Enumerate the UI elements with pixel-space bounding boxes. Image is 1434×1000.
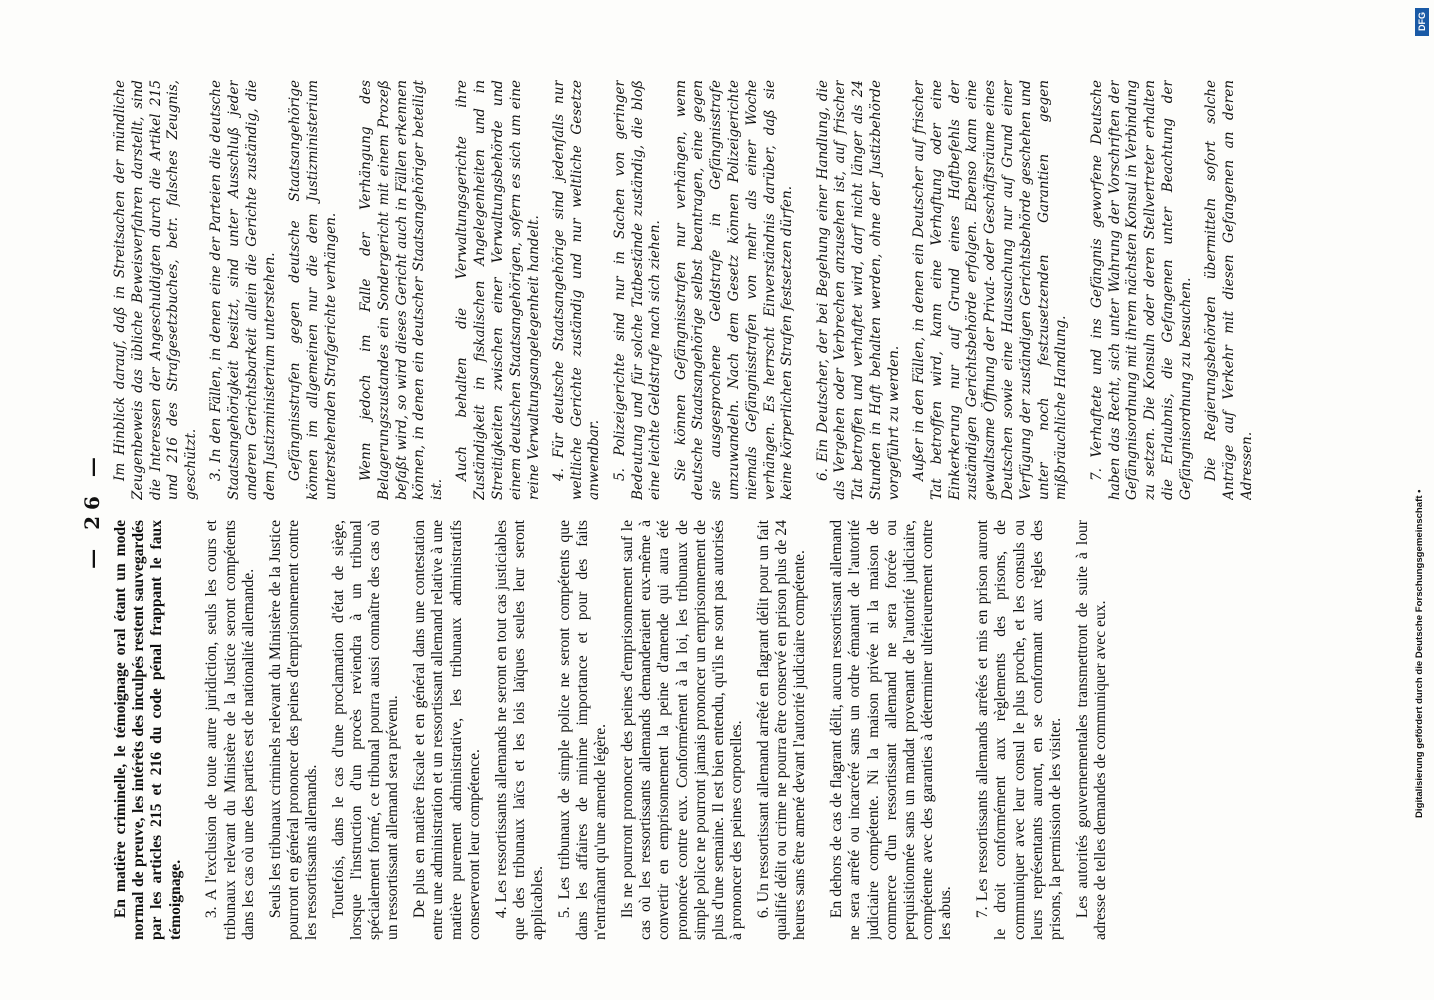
rotated-document-page <box>80 80 1270 940</box>
german-text-column <box>112 80 1262 500</box>
french-text-column <box>112 520 1262 940</box>
german-paragraph: Sie können Gefängnisstrafen nur verhängen, wenn deutsche Staatsangehörige selbst beantragen, eine gegen sie ausgesprochene Geldstrafe in Gefängnisstrafe umzuwandeln. Nach dem Gesetz können Polizeigerichte niemals Gefängnisstrafen von mehr als einer Woche verhängen. Es herrscht Einverständnis darüber, daß sie keine körperlichen Strafen festsetzen dürfen. <box>672 80 796 500</box>
german-paragraph: 7. Verhaftete und ins Gefängnis geworfene Deutsche haben das Recht, sich unter Wahrung der Vorschriften der Gefängnisordnung mit ihrem nächsten Konsul in Verbindung zu setzen. Die Konsuln oder deren Stellvertreter erhalten die Erlaubnis, die Gefangenen unter Beachtung der Gefängnisordnung zu besuchen. <box>1088 80 1194 500</box>
dfg-logo-icon: DFG <box>1415 8 1429 36</box>
german-paragraph: 6. Ein Deutscher, der bei Begehung einer Handlung, die als Vergehen oder Verbrechen anzusehen ist, auf frischer Tat betroffen und verhaftet wird, darf nicht länger als 24 Stunden in Haft behalten werden, ohne der Justizbehörde vorgeführt zu werden. <box>814 80 902 500</box>
french-paragraph: Les autorités gouvernementales transmettront de suite à lour adresse de telles demandes de communiquer avec eux. <box>1073 520 1109 940</box>
german-paragraph: 3. In den Fällen, in denen eine der Parteien die deutsche Staatsangehörigkeit besitzt, sind unter Ausschluß jeder anderen Gerichtsbarkeit allein die Gerichte zuständig, die dem Justizministerium unterstehen. <box>208 80 278 500</box>
french-paragraph: Seuls les tribunaux criminels relevant du Ministère de la Justice pourront en général prononcer des peines d'emprisonnement contre les ressortissants allemands. <box>266 520 320 940</box>
french-paragraph: Ils ne pourront prononcer des peines d'emprisonnement sauf le cas où les ressortissants allemands demanderaient eux-même à convertir en emprisonnement la peine d'amende qui aura été prononcée contre eux. Conformément à la loi, les tribunaux de simple police ne pourront jamais prononcer un emprisonnement de plus d'une semaine. Il est bien entendu, qu'ils ne sont pas autorisés à prononcer des peines corporelles. <box>618 520 746 940</box>
page-number: — 26 — <box>80 451 104 569</box>
german-paragraph: 4. Für deutsche Staatsangehörige sind jedenfalls nur weltliche Gerichte zuständig und nur weltliche Gesetze anwendbar. <box>550 80 603 500</box>
german-paragraph: Auch behalten die Verwaltungsgerichte ihre Zuständigkeit in fiskalischen Angelegenheiten und in Streitigkeiten zwischen einer Verwaltungsbehörde und einem deutschen Staatsangehörigen, sofern es sich um eine reine Verwaltungsangelegenheit handelt. <box>454 80 542 500</box>
digitization-credit <box>1406 8 1434 988</box>
german-paragraph: Wenn jedoch im Falle der Verhängung des Belagerungszustandes ein Sondergericht mit einem Prozeß befaßt wird, so wird dieses Gericht auch in Fällen erkennen können, in denen ein deutscher Staatsangehöriger beteiligt ist. <box>357 80 446 500</box>
german-paragraph: Im Hinblick darauf, daß in Streitsachen der mündliche Zeugenbeweis das übliche Beweisverfahren darstellt, sind die Interessen der Angeschuldigten durch die Artikel 215 und 216 des Strafgesetzbuches, betr. falsches Zeugnis, geschützt. <box>112 80 200 500</box>
french-paragraph: 4. Les ressortissants allemands ne seront en tout cas justiciables que des tribunaux laïcs et les lois laïques seules leur seront applicables. <box>492 520 546 940</box>
french-paragraph: En dehors de cas de flagrant délit, aucun ressortissant allemand ne sera arrêté ou incarcéré sans un ordre émanant de l'autorité judiciaire compétente. Ni la maison privée ni la maison de commerce d'un ressortissant allemand ne sera forcée ou perquisitionnée sans un mandat provenant de l'autorité judiciaire, compétente avec des garanties à déterminer ultérieurement contre les abus. <box>828 520 955 940</box>
french-paragraph: De plus en matière fiscale et en général dans une contestation entre une administration et un ressortissant allemand relative à une matière purement administrative, les tribunaux administratifs conserveront leur compétence. <box>411 520 483 940</box>
german-paragraph: 5. Polizeigerichte sind nur in Sachen von geringer Bedeutung und für solche Tatbestände zuständig, die bloß eine leichte Geldstrafe nach sich ziehen. <box>611 80 664 500</box>
french-paragraph: Toutefois, dans le cas d'une proclamation d'état de siège, lorsque l'instruction d'un procès reviendra à un tribunal spécialement formé, ce tribunal pourra aussi connaître des cas où un ressortissant allemand sera prévenu. <box>329 520 402 940</box>
french-paragraph: En matière criminelle, le témoignage oral étant un mode normal de preuve, les intérêts des inculpés restent sauvegardés par les articles 215 et 216 du code pénal frappant le faux témoignage. <box>112 520 184 940</box>
french-paragraph: 6. Un ressortissant allemand arrêté en flagrant délit pour un fait qualifié délit ou crime ne pourra être conservé en prison plus de 24 heures sans être amené devant l'autorité judiciaire compétente. <box>754 520 809 940</box>
french-paragraph: 5. Les tribunaux de simple police ne seront compétents que dans les affaires de minime importance et pour des faits n'entraînant qu'une amende légère. <box>555 520 610 940</box>
german-paragraph: Gefängnisstrafen gegen deutsche Staatsangehörige können im allgemeinen nur die dem Justizministerium unterstehenden Strafgerichte verhängen. <box>287 80 339 500</box>
french-paragraph: 3. A l'exclusion de toute autre juridiction, seuls les cours et tribunaux relevant du Ministère de la Justice seront compétents dans les cas où une des parties est de nationalité allemande. <box>203 520 257 940</box>
credit-text: Digitalisierung gefördert durch die Deutsche Forschungsgemeinschaft • <box>1414 489 1425 818</box>
german-paragraph: Die Regierungsbehörden übermitteln sofort solche Anträge auf Verkehr mit diesen Gefangenen an deren Adressen. <box>1202 80 1255 500</box>
french-paragraph: 7. Les ressortissants allemands arrêtés et mis en prison auront le droit conformément aux règlements des prisons, de communiquer avec leur consul le plus proche, et les consuls ou leurs représentants auront, en se conformant aux règles des prisons, la permission de les visiter. <box>974 520 1064 940</box>
german-paragraph: Außer in den Fällen, in denen ein Deutscher auf frischer Tat betroffen wird, kann eine Verhaftung oder eine Einkerkerung nur auf Grund eines Haftbefehls der zuständigen Gerichtsbehörde erfolgen. Ebenso kann eine gewaltsame Öffnung der Privat- oder Geschäftsräume eines Deutschen sowie eine Haussuchung nur auf Grund einer Verfügung der zuständigen Gerichtsbehörde geschehen und unter noch festzusetzenden Garantien gegen mißbräuchliche Handlung. <box>911 80 1070 500</box>
